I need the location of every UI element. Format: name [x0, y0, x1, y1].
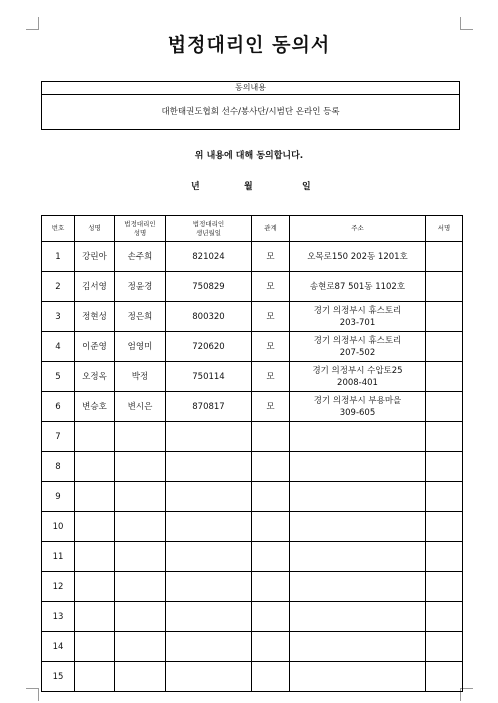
- cell-relation: [252, 452, 290, 482]
- cell-guardian-name: [115, 542, 166, 572]
- table-row: [42, 272, 463, 302]
- cell-guardian-name: [115, 512, 166, 542]
- cell-guardian-birth: 821024: [166, 242, 252, 272]
- header-guardian-birth-line2: 생년월일: [195, 228, 222, 237]
- cell-relation: [252, 422, 290, 452]
- cell-signature[interactable]: [426, 542, 463, 572]
- cell-guardian-birth: [166, 512, 252, 542]
- table-row: [42, 482, 463, 512]
- cell-guardian-birth: [166, 632, 252, 662]
- table-row: [42, 632, 463, 662]
- cell-relation: 모: [252, 272, 290, 302]
- cell-signature[interactable]: [426, 662, 463, 692]
- cell-no: 3: [42, 302, 75, 332]
- cell-guardian-name: [115, 482, 166, 512]
- address-line: 경기 의정부시 부용마을: [313, 395, 402, 406]
- cell-address: [290, 602, 426, 632]
- cell-signature[interactable]: [426, 362, 463, 392]
- cell-name: [75, 662, 115, 692]
- cell-guardian-birth: [166, 572, 252, 602]
- cell-no: 15: [42, 662, 75, 692]
- cell-relation: [252, 572, 290, 602]
- address-line: 207-502: [339, 347, 376, 358]
- consent-statement: 위 내용에 대해 동의합니다.: [194, 151, 304, 161]
- cell-no: 6: [42, 392, 75, 422]
- cell-address: [290, 422, 426, 452]
- guardian-consent-table: [41, 215, 463, 692]
- cell-relation: [252, 602, 290, 632]
- crop-mark-top-left: [26, 17, 39, 30]
- address-line: 경기 의정부시 휴스토리: [313, 335, 402, 346]
- cell-name: [75, 542, 115, 572]
- cell-address: [290, 572, 426, 602]
- header-guardian-name-line2: 성명: [133, 228, 147, 237]
- cell-name: 강린아: [75, 242, 115, 272]
- cell-relation: 모: [252, 392, 290, 422]
- cell-guardian-name: 정은희: [115, 302, 166, 332]
- cell-signature[interactable]: [426, 392, 463, 422]
- cell-guardian-name: 손주희: [115, 242, 166, 272]
- header-no: 번호: [42, 216, 75, 242]
- cell-address: [290, 512, 426, 542]
- cell-signature[interactable]: [426, 302, 463, 332]
- cell-guardian-birth: [166, 542, 252, 572]
- table-row: [42, 542, 463, 572]
- cell-guardian-name: 정윤경: [115, 272, 166, 302]
- cell-name: [75, 632, 115, 662]
- cell-relation: [252, 482, 290, 512]
- cell-signature[interactable]: [426, 422, 463, 452]
- cell-guardian-birth: 870817: [166, 392, 252, 422]
- cell-guardian-birth: [166, 662, 252, 692]
- address-line: 오목로150 202동 1201호: [307, 251, 408, 262]
- table-row: [42, 572, 463, 602]
- cell-name: 오정옥: [75, 362, 115, 392]
- table-row: [42, 332, 463, 362]
- cell-guardian-name: [115, 572, 166, 602]
- cell-address: [290, 362, 426, 392]
- cell-address: [290, 452, 426, 482]
- cell-relation: [252, 632, 290, 662]
- header-address: 주소: [290, 216, 426, 242]
- document-title: 법정대리인 동의서: [167, 34, 331, 56]
- header-name: 성명: [75, 216, 115, 242]
- cell-address: [290, 392, 426, 422]
- consent-content: 대한태권도협회 선수/봉사단/시범단 온라인 등록: [161, 107, 340, 117]
- cell-no: 4: [42, 332, 75, 362]
- cell-signature[interactable]: [426, 602, 463, 632]
- table-header-row: [42, 216, 463, 242]
- cell-name: 김서영: [75, 272, 115, 302]
- cell-no: 12: [42, 572, 75, 602]
- cell-address: [290, 332, 426, 362]
- cell-relation: [252, 512, 290, 542]
- table-row: [42, 392, 463, 422]
- cell-name: [75, 422, 115, 452]
- cell-no: 13: [42, 602, 75, 632]
- header-guardian-name-line1: 법정대리인: [124, 219, 156, 228]
- cell-relation: 모: [252, 242, 290, 272]
- cell-relation: 모: [252, 362, 290, 392]
- cell-guardian-name: [115, 602, 166, 632]
- header-guardian-name: [115, 216, 166, 242]
- crop-mark-bottom-left: [26, 688, 39, 701]
- address-line: 309-605: [339, 407, 376, 418]
- cell-signature[interactable]: [426, 572, 463, 602]
- cell-no: 14: [42, 632, 75, 662]
- cell-relation: 모: [252, 302, 290, 332]
- date-year-label: 년: [191, 182, 200, 192]
- cell-guardian-birth: [166, 482, 252, 512]
- table-row: [42, 512, 463, 542]
- cell-relation: [252, 542, 290, 572]
- cell-guardian-name: 박정: [115, 362, 166, 392]
- crop-mark-top-right: [460, 17, 473, 30]
- cell-guardian-name: [115, 422, 166, 452]
- header-signature: 서명: [426, 216, 463, 242]
- cell-address: [290, 302, 426, 332]
- cell-relation: [252, 662, 290, 692]
- table-row: [42, 362, 463, 392]
- date-month-label: 월: [244, 182, 253, 192]
- cell-address: [290, 542, 426, 572]
- cell-guardian-birth: 720620: [166, 332, 252, 362]
- cell-name: [75, 602, 115, 632]
- cell-no: 5: [42, 362, 75, 392]
- table-row: [42, 602, 463, 632]
- cell-signature[interactable]: [426, 482, 463, 512]
- cell-signature[interactable]: [426, 512, 463, 542]
- cell-guardian-name: 변시은: [115, 392, 166, 422]
- table-row: [42, 662, 463, 692]
- table-row: [42, 302, 463, 332]
- cell-name: [75, 452, 115, 482]
- table-row: [42, 422, 463, 452]
- cell-no: 8: [42, 452, 75, 482]
- cell-name: 이준영: [75, 332, 115, 362]
- cell-no: 1: [42, 242, 75, 272]
- cell-guardian-birth: 800320: [166, 302, 252, 332]
- address-line: 2008-401: [337, 377, 378, 388]
- cell-name: [75, 482, 115, 512]
- cell-guardian-birth: 750114: [166, 362, 252, 392]
- address-line: 경기 의정부시 휴스토리: [313, 305, 402, 316]
- header-guardian-birth: [166, 216, 252, 242]
- cell-guardian-birth: [166, 422, 252, 452]
- address-line: 경기 의정부시 수압토25: [312, 365, 403, 376]
- cell-no: 10: [42, 512, 75, 542]
- header-relation: 관계: [252, 216, 290, 242]
- cell-signature[interactable]: [426, 452, 463, 482]
- cell-address: [290, 482, 426, 512]
- cell-signature[interactable]: [426, 632, 463, 662]
- cell-no: 7: [42, 422, 75, 452]
- cell-guardian-name: 엄영미: [115, 332, 166, 362]
- cell-address: [290, 632, 426, 662]
- cell-name: 정현성: [75, 302, 115, 332]
- cell-guardian-birth: 750829: [166, 272, 252, 302]
- consent-heading: 동의내용: [42, 82, 459, 95]
- cell-address: [290, 242, 426, 272]
- cell-guardian-birth: [166, 452, 252, 482]
- cell-address: [290, 662, 426, 692]
- table-row: [42, 242, 463, 272]
- cell-signature[interactable]: [426, 272, 463, 302]
- cell-guardian-name: [115, 662, 166, 692]
- address-line: 203-701: [339, 317, 376, 328]
- cell-name: [75, 512, 115, 542]
- cell-name: [75, 572, 115, 602]
- cell-no: 9: [42, 482, 75, 512]
- cell-no: 2: [42, 272, 75, 302]
- cell-relation: 모: [252, 332, 290, 362]
- table-row: [42, 452, 463, 482]
- consent-section: [41, 81, 460, 130]
- cell-guardian-birth: [166, 602, 252, 632]
- address-line: 송현로87 501동 1102호: [309, 281, 406, 292]
- cell-signature[interactable]: [426, 242, 463, 272]
- date-day-label: 일: [302, 182, 311, 192]
- cell-signature[interactable]: [426, 332, 463, 362]
- cell-no: 11: [42, 542, 75, 572]
- cell-name: 변승호: [75, 392, 115, 422]
- cell-guardian-name: [115, 632, 166, 662]
- cell-guardian-name: [115, 452, 166, 482]
- cell-address: [290, 272, 426, 302]
- header-guardian-birth-line1: 법정대리인: [192, 219, 225, 228]
